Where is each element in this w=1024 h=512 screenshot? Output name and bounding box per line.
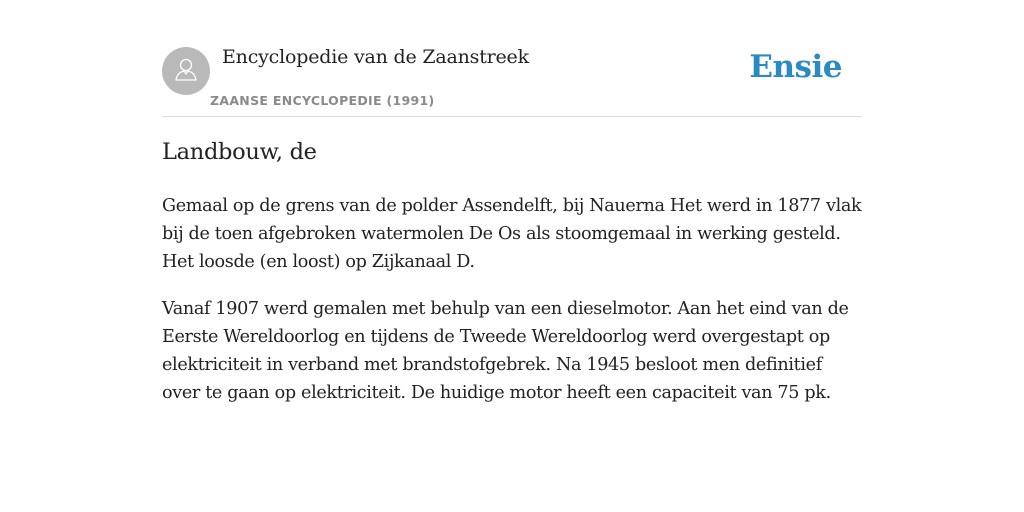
- brand-logo[interactable]: Ensie: [749, 49, 842, 85]
- entry-paragraph: [162, 192, 862, 276]
- paragraph-text: Vanaf 1907 werd gemalen met behulp van een dieselmotor. Aan het eind van de Eerste Wereldoorlog en tijdens de Tweede Wereldoorlog werd overgestapt op elektriciteit in verband met brandstofgebrek. Na 1945 besloot men definitief over te gaan op elektriciteit. De huidige motor heeft een capaciteit van 75 pk.: [162, 299, 849, 403]
- source-subtitle[interactable]: ZAANSE ENCYCLOPEDIE (1991): [210, 93, 435, 108]
- page: [162, 0, 862, 403]
- user-icon: [171, 54, 201, 88]
- source-title[interactable]: Encyclopedie van de Zaanstreek: [222, 46, 529, 68]
- entry-paragraph: [162, 295, 862, 407]
- source-header: [162, 0, 862, 117]
- paragraph-text: Gemaal op de grens van de polder Assendelft, bij Nauerna Het werd in 1877 vlak bij de toen afgebroken watermolen De Os als stoomgemaal in werking gesteld. Het loosde (en loost) op Zijkanaal D.: [162, 196, 862, 272]
- page-title: Landbouw, de: [162, 139, 317, 165]
- avatar[interactable]: [162, 47, 210, 95]
